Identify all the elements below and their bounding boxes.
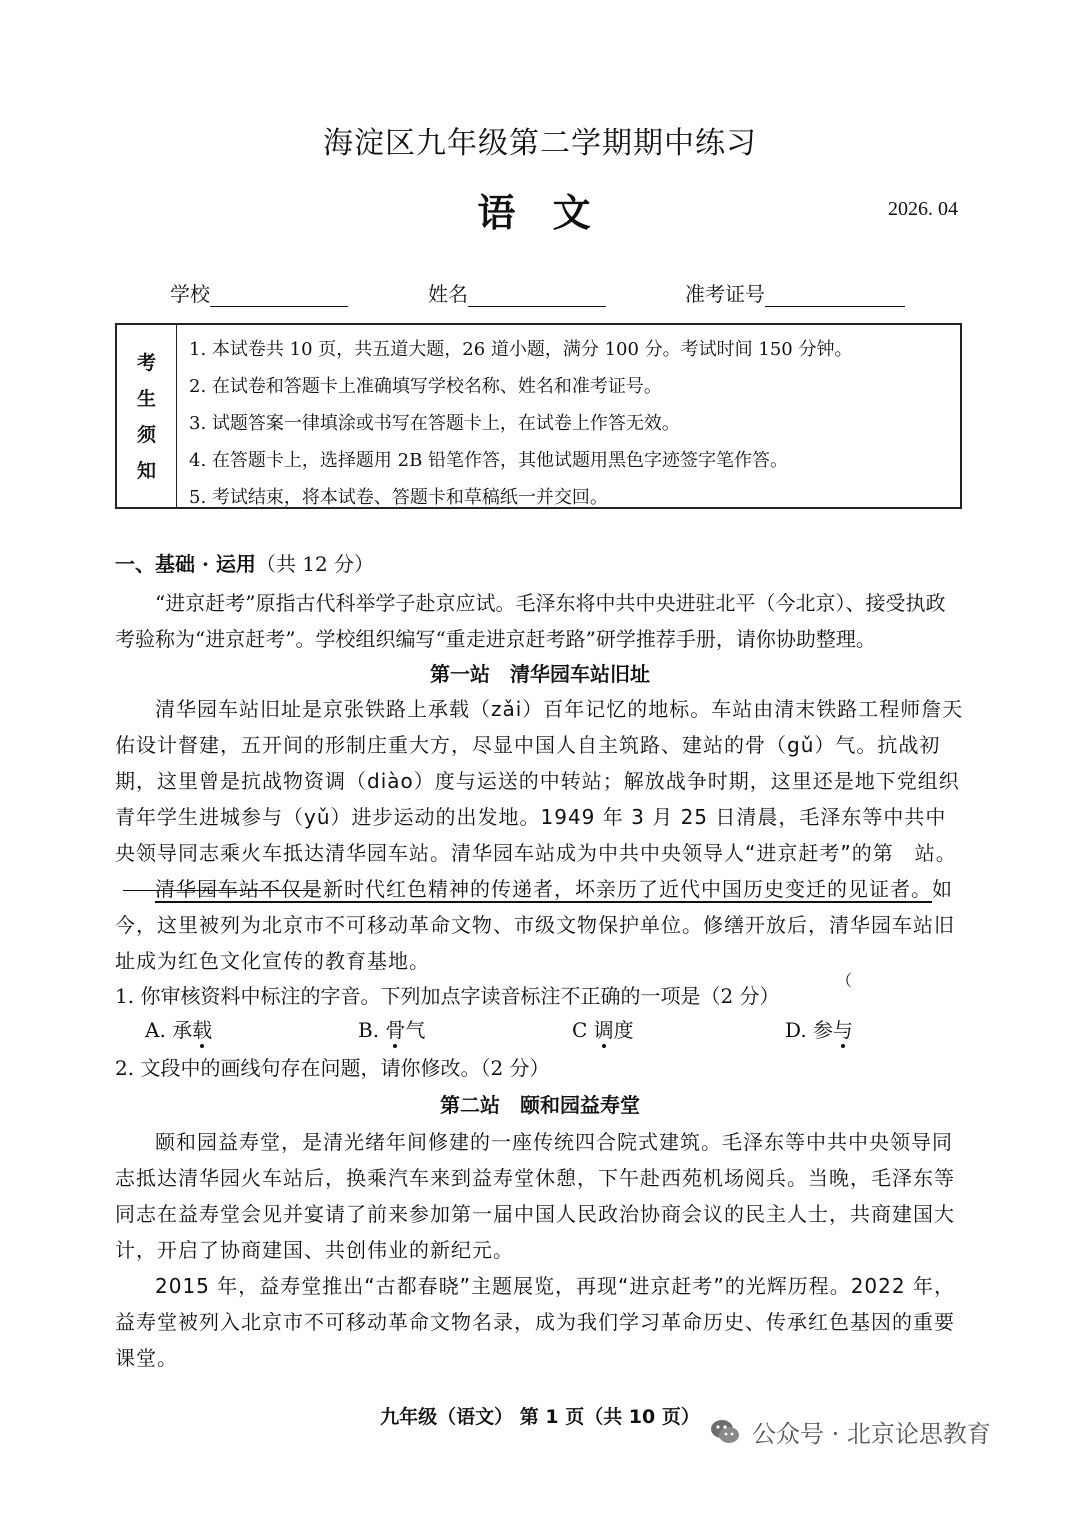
dotted-char: 骨 <box>385 1018 406 1042</box>
option-b[interactable] <box>358 1014 425 1043</box>
notice-item: 5. 考试结束，将本试卷、答题卡和草稿纸一并交回。 <box>189 487 608 508</box>
option-letter: A. <box>145 1018 166 1042</box>
exam-date: 2026. 04 <box>888 198 958 220</box>
exam-id-blank[interactable] <box>765 284 905 307</box>
watermark <box>708 1414 991 1449</box>
exam-id-label: 准考证号 <box>685 282 765 306</box>
station-1-paragraph-2 <box>115 871 965 979</box>
option-text: 参与 <box>813 1018 854 1042</box>
name-label: 姓名 <box>428 282 468 306</box>
notice-item: 2. 在试卷和答题卡上准确填写学校名称、姓名和准考证号。 <box>189 376 662 397</box>
dotted-char: 调 <box>593 1018 614 1042</box>
notice-list <box>189 331 950 516</box>
exam-id-field[interactable] <box>685 278 905 307</box>
option-text: 骨气 <box>385 1018 426 1042</box>
option-letter: C <box>572 1018 588 1042</box>
section-title: 一、基础 · 运用 <box>115 552 256 576</box>
station-1-text-rest: 如今，这里被列为北京市不可移动革命文物、市级文物保护单位。修缮开放后，清华园车站旧址成为红色文化宣传的教育基地。 <box>115 877 955 973</box>
name-blank[interactable] <box>468 284 606 307</box>
station-2-paragraph-1: 颐和园益寿堂，是清光绪年间修建的一座传统四合院式建筑。毛泽东等中共中央领导同志抵达清华园火车站后，换乘汽车来到益寿堂休憩，下午赴西苑机场阅兵。当晚，毛泽东等同志在益寿堂会见并宴请了前来参加第一届中国人民政治协商会议的民主人士，共商建国大计，开启了协商建国、共创伟业的新纪元。 <box>115 1130 955 1262</box>
notice-label-char: 须 <box>136 424 156 446</box>
exam-title: 海淀区九年级第二学期期中练习 <box>323 126 757 161</box>
section-heading <box>115 548 374 577</box>
student-info-fields <box>170 278 930 308</box>
answer-paren: （ <box>836 971 853 990</box>
subject-title: 语 文 <box>477 190 603 235</box>
notice-label-char: 生 <box>136 388 156 410</box>
school-field[interactable] <box>170 278 348 307</box>
option-letter: D. <box>785 1018 807 1042</box>
school-label: 学校 <box>170 282 210 306</box>
option-letter: B. <box>358 1018 380 1042</box>
station-2-paragraph-2: 2015 年，益寿堂推出“古都春晓”主题展览，再现“进京赶考”的光辉历程。2022 年，益寿堂被列入北京市不可移动革命文物名录，成为我们学习革命历史、传承红色基因的重要课堂。 <box>115 1274 955 1370</box>
option-c[interactable] <box>572 1014 634 1043</box>
option-a[interactable] <box>145 1014 212 1043</box>
dotted-char: 与 <box>833 1018 854 1042</box>
wechat-icon <box>708 1415 742 1449</box>
option-text: 承载 <box>172 1018 213 1042</box>
station-1-text: 清华园车站旧址是京张铁路上承载（zǎi）百年记忆的地标。车站由清末铁路工程师詹天佑设计督建，五开间的形制庄重大方，尽显中国人自主筑路、建站的骨（gǔ）气。抗战初期，这里曾是抗战物资调（diào）度与运送的中转站；解放战争时期，这里还是地下党组织青年学生进城参与（yǔ）进步运动的出发地。1949 年 3 月 25 日清晨，毛泽东等中共中央领导同志乘火车抵达清华园车站。清华园车站成为中共中央领导人“进京赶考”的第 站。 <box>115 697 964 865</box>
notice-label-char: 考 <box>136 352 156 374</box>
question-2: 2. 文段中的画线句存在问题，请你修改。（2 分） <box>115 1056 550 1080</box>
station-1-title: 第一站 清华园车站旧址 <box>430 662 650 686</box>
notice-label <box>117 325 177 507</box>
notice-item: 4. 在答题卡上，选择题用 2B 铅笔作答，其他试题用黑色字迹签字笔作答。 <box>189 450 789 471</box>
option-d[interactable] <box>785 1014 853 1043</box>
exam-notice-box <box>115 323 962 509</box>
underlined-sentence: 清华园车站不仅是新时代红色精神的传递者，坏亲历了近代中国历史变迁的见证者。 <box>155 877 932 901</box>
notice-item: 1. 本试卷共 10 页，共五道大题，26 道小题，满分 100 分。考试时间 150 分钟。 <box>189 339 853 360</box>
station-2-title: 第二站 颐和园益寿堂 <box>440 1093 640 1117</box>
notice-label-char: 知 <box>136 460 156 482</box>
name-field[interactable] <box>428 278 606 307</box>
section-intro: “进京赶考”原指古代科举学子赴京应试。毛泽东将中共中央进驻北平（今北京）、接受执政考验称为“进京赶考”。学校组织编写“重走进京赶考路”研学推荐手册，请你协助整理。 <box>115 591 946 651</box>
dotted-char: 载 <box>192 1018 213 1042</box>
watermark-text: 公众号 · 北京论思教育 <box>752 1420 991 1448</box>
school-blank[interactable] <box>210 284 348 307</box>
section-points: （共 12 分） <box>255 552 375 576</box>
page-footer: 九年级（语文） 第 1 页（共 10 页） <box>380 1406 700 1428</box>
question-1: 1. 你审核资料中标注的字音。下列加点字读音标注不正确的一项是（2 分） <box>115 984 780 1008</box>
notice-item: 3. 试题答案一律填涂或书写在答题卡上，在试卷上作答无效。 <box>189 413 680 434</box>
option-text: 调度 <box>593 1018 634 1042</box>
